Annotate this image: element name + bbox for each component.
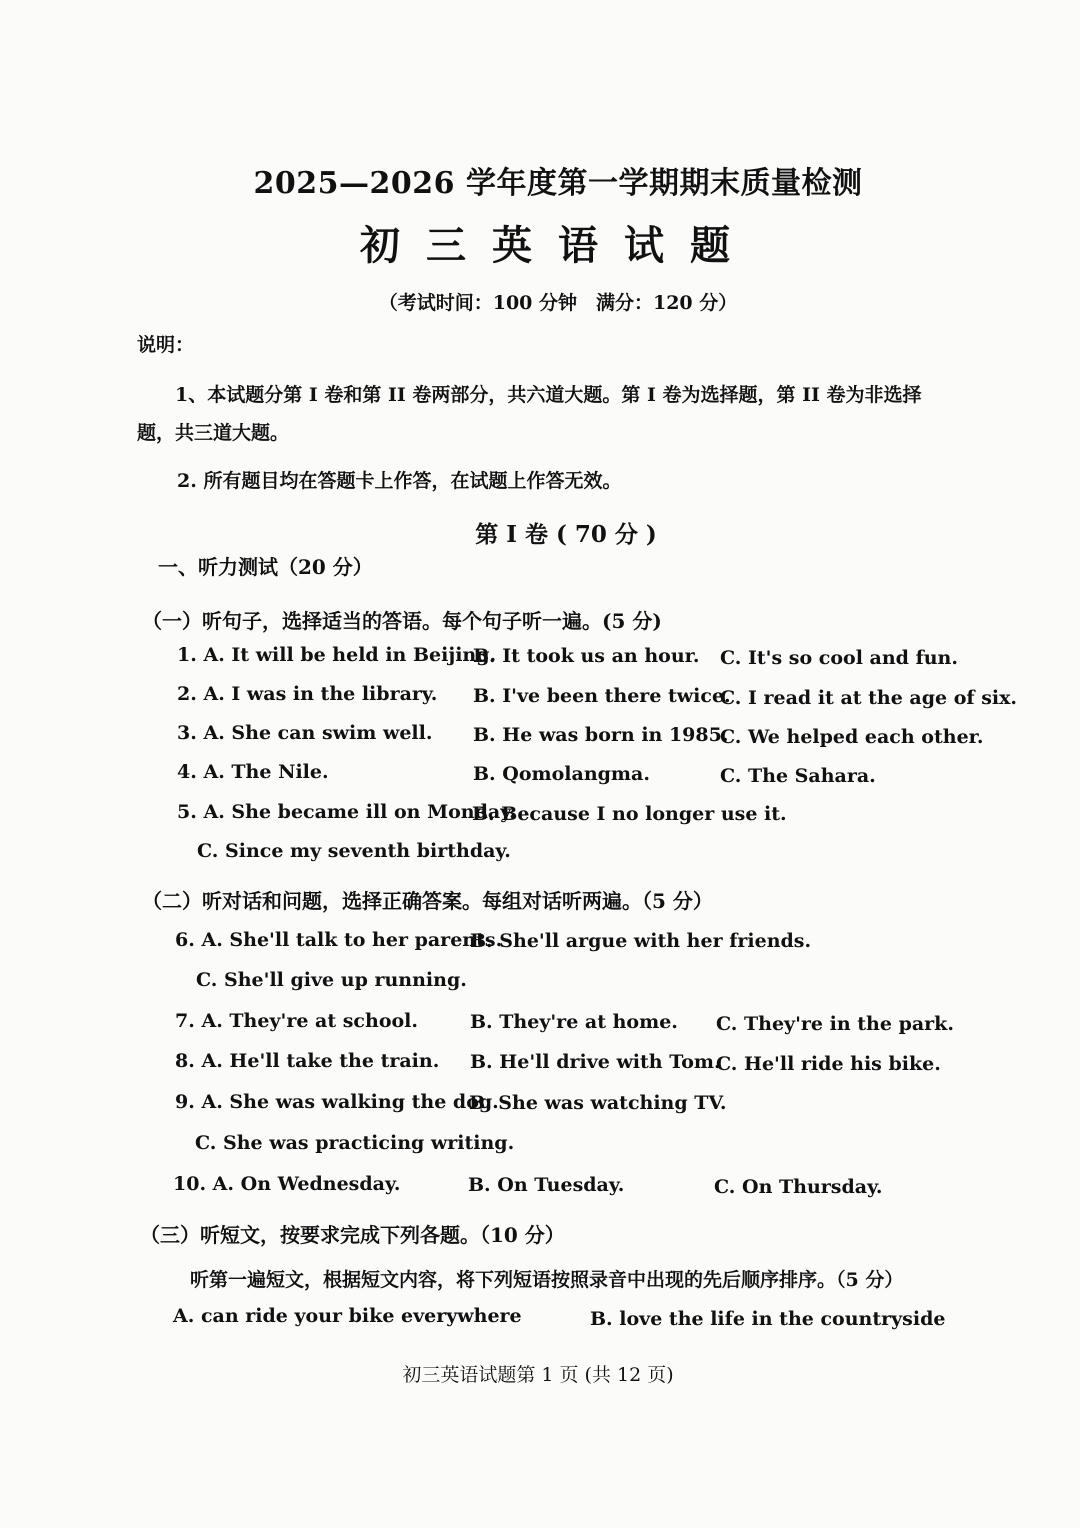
subsection-1-heading: （一）听句子，选择适当的答语。每个句子听一遍。(5 分): [142, 609, 662, 633]
question-8-option-a: 8. A. He'll take the train.: [175, 1050, 440, 1072]
question-6-option-a: 6. A. She'll talk to her parents.: [175, 929, 503, 951]
instruction-item-1-line2: 题，共三道大题。: [137, 422, 290, 444]
question-2-option-b: B. I've been there twice.: [473, 685, 731, 707]
question-1-option-c: C. It's so cool and fun.: [720, 647, 958, 669]
question-8-option-b: B. He'll drive with Tom.: [470, 1051, 721, 1073]
question-6-option-c: C. She'll give up running.: [196, 969, 467, 991]
question-10-option-b: B. On Tuesday.: [468, 1174, 625, 1196]
instructions-label: 说明：: [137, 334, 195, 356]
question-4-option-b: B. Qomolangma.: [473, 763, 650, 785]
question-9-option-c: C. She was practicing writing.: [195, 1132, 515, 1154]
question-4-option-c: C. The Sahara.: [720, 765, 876, 787]
question-3-option-b: B. He was born in 1985.: [473, 724, 729, 746]
question-6-option-b: B. She'll argue with her friends.: [470, 930, 812, 952]
question-9-option-b: B. She was watching TV.: [469, 1092, 727, 1114]
instruction-item-2: 2. 所有题目均在答题卡上作答，在试题上作答无效。: [177, 470, 622, 492]
question-10-option-c: C. On Thursday.: [714, 1176, 883, 1198]
question-5-option-b: B. Because I no longer use it.: [472, 803, 787, 825]
question-5-option-c: C. Since my seventh birthday.: [197, 840, 511, 862]
question-7-option-a: 7. A. They're at school.: [175, 1010, 418, 1032]
instruction-item-1-line1: 1、本试题分第 I 卷和第 II 卷两部分，共六道大题。第 I 卷为选择题，第 II 卷为非选择: [175, 384, 922, 406]
subsection-3-instruction: 听第一遍短文，根据短文内容，将下列短语按照录音中出现的先后顺序排序。（5 分）: [190, 1269, 904, 1291]
question-7-option-b: B. They're at home.: [470, 1011, 678, 1033]
part-heading: 第 I 卷 ( 70 分 ): [475, 521, 657, 548]
question-5-option-a: 5. A. She became ill on Monday.: [177, 801, 516, 823]
question-3-option-a: 3. A. She can swim well.: [177, 722, 433, 744]
phrase-option-b: B. love the life in the countryside: [590, 1308, 946, 1330]
question-1-option-a: 1. A. It will be held in Beijing.: [177, 644, 497, 666]
exam-info: （考试时间：100 分钟 满分：120 分）: [378, 292, 738, 314]
question-8-option-c: C. He'll ride his bike.: [716, 1053, 941, 1075]
exam-subject-title: 初三英语试题: [360, 222, 756, 269]
question-7-option-c: C. They're in the park.: [716, 1013, 954, 1035]
question-2-option-a: 2. A. I was in the library.: [177, 683, 438, 705]
question-9-option-a: 9. A. She was walking the dog.: [175, 1091, 499, 1113]
phrase-option-a: A. can ride your bike everywhere: [173, 1305, 522, 1327]
page-footer: 初三英语试题第 1 页 (共 12 页): [402, 1364, 674, 1386]
subsection-3-heading: （三）听短文，按要求完成下列各题。（10 分）: [140, 1223, 565, 1247]
exam-title: 2025—2026 学年度第一学期期末质量检测: [253, 166, 863, 201]
question-3-option-c: C. We helped each other.: [720, 726, 984, 748]
question-10-option-a: 10. A. On Wednesday.: [173, 1173, 401, 1195]
subsection-2-heading: （二）听对话和问题，选择正确答案。每组对话听两遍。（5 分）: [142, 889, 713, 913]
section-heading-listening: 一、听力测试（20 分）: [158, 555, 373, 579]
question-2-option-c: C. I read it at the age of six.: [720, 687, 1018, 709]
question-1-option-b: B. It took us an hour.: [473, 645, 700, 667]
question-4-option-a: 4. A. The Nile.: [177, 761, 329, 783]
